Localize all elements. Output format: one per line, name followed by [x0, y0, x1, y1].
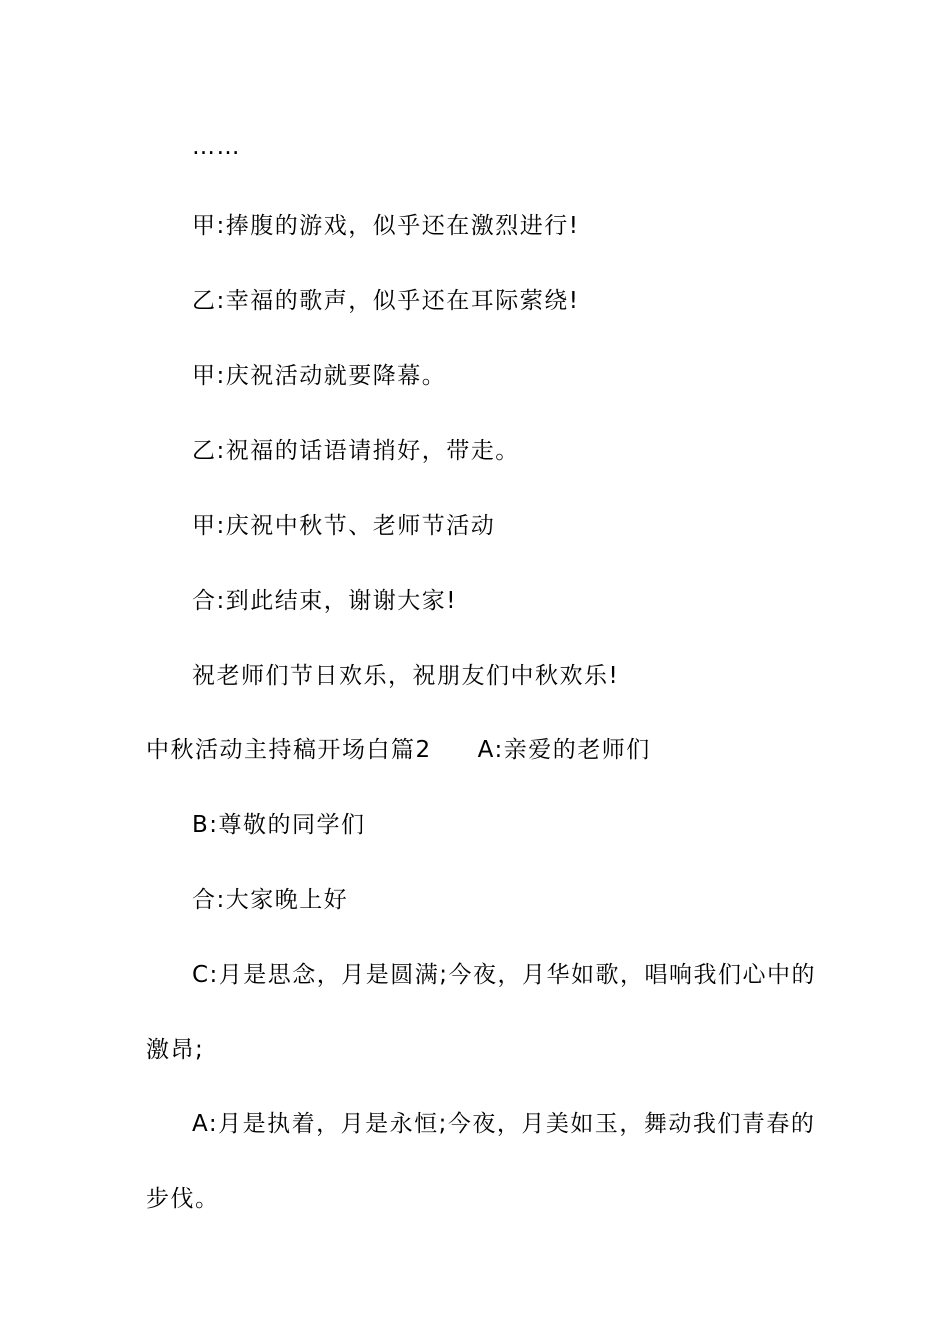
dialogue-line: A:月是执着，月是永恒;今夜，月美如玉，舞动我们青春的	[192, 1111, 816, 1137]
section-title: 中秋活动主持稿开场白篇2	[146, 737, 432, 763]
ellipsis-line: ……	[192, 134, 241, 160]
dialogue-line: 甲:捧腹的游戏，似乎还在激烈进行!	[192, 213, 580, 239]
dialogue-line-continued: 步伐。	[146, 1186, 220, 1212]
dialogue-line: A:亲爱的老师们	[477, 737, 651, 763]
closing-line: 祝老师们节日欢乐，祝朋友们中秋欢乐!	[192, 663, 620, 689]
dialogue-line: 合:到此结束，谢谢大家!	[192, 588, 457, 614]
section-heading-line	[146, 735, 651, 765]
dialogue-line: 乙:祝福的话语请捎好，带走。	[192, 438, 520, 464]
dialogue-line-continued: 激昂;	[146, 1037, 205, 1063]
dialogue-line: C:月是思念，月是圆满;今夜，月华如歌，唱响我们心中的	[192, 962, 817, 988]
dialogue-line: 合:大家晚上好	[192, 887, 349, 913]
dialogue-line: B:尊敬的同学们	[192, 812, 366, 838]
dialogue-line: 甲:庆祝活动就要降幕。	[192, 363, 447, 389]
dialogue-line: 甲:庆祝中秋节、老师节活动	[192, 513, 496, 539]
dialogue-line: 乙:幸福的歌声，似乎还在耳际萦绕!	[192, 288, 580, 314]
